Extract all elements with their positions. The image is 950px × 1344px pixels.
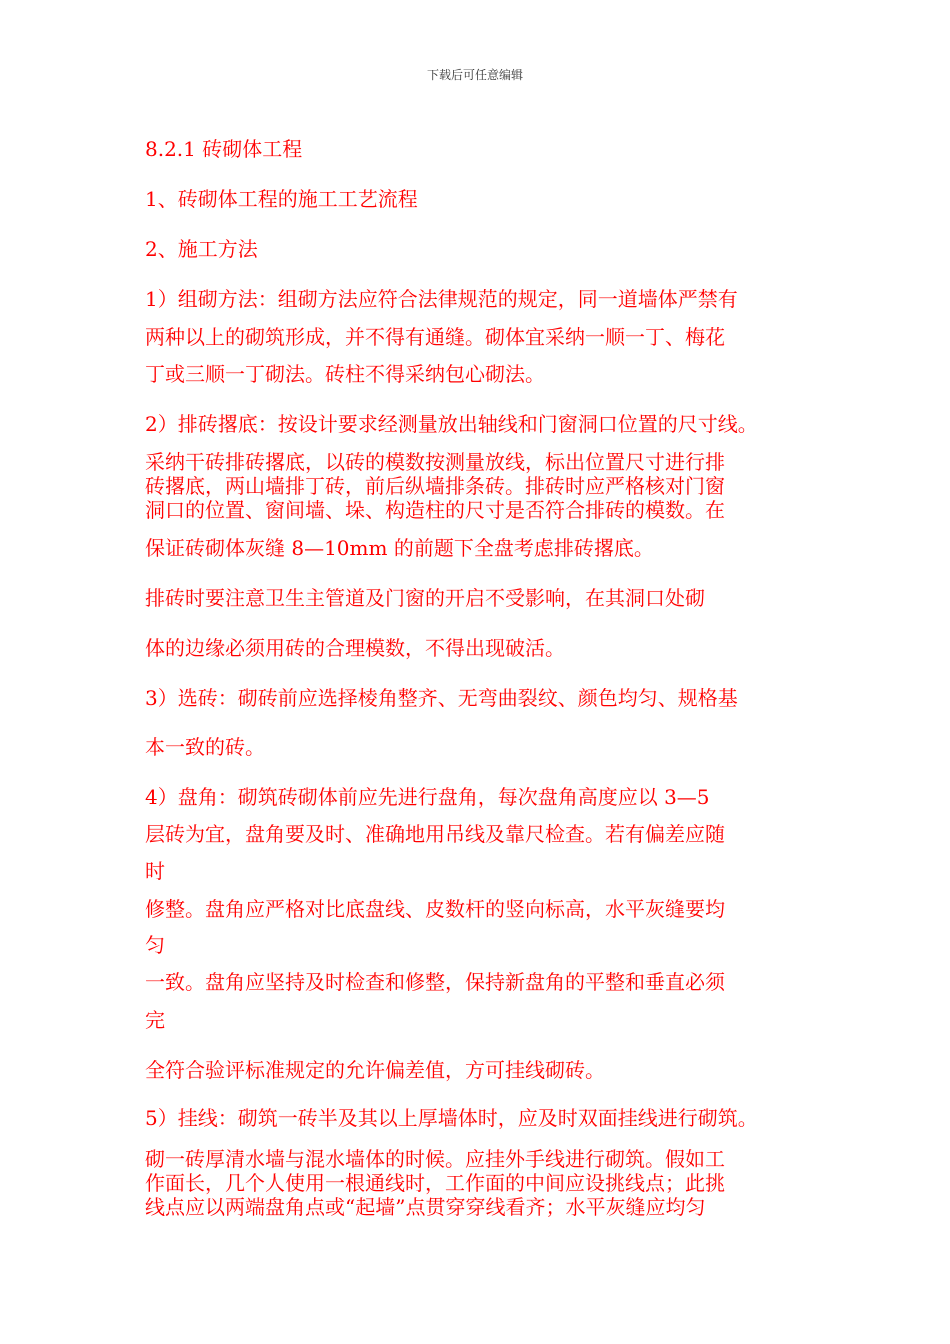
text-line: 本一致的砖。 [145, 735, 265, 759]
section-heading: 8.2.1 砖砌体工程 [145, 137, 303, 161]
text-line: 4）盘角：砌筑砖砌体前应先进行盘角，每次盘角高度应以 3—5 [145, 785, 710, 809]
text-line: 全符合验评标准规定的允许偏差值，方可挂线砌砖。 [145, 1058, 605, 1082]
text-line: 两种以上的砌筑形成，并不得有通缝。砌体宜采纳一顺一丁、梅花 [145, 325, 725, 349]
text-line: 排砖时要注意卫生主管道及门窗的开启不受影响，在其洞口处砌 [145, 586, 705, 610]
page-header: 下载后可任意编辑 [426, 68, 523, 82]
text-line: 砌一砖厚清水墙与混水墙体的时候。应挂外手线进行砌筑。假如工 [145, 1147, 725, 1171]
text-line: 3）选砖：砌砖前应选择棱角整齐、无弯曲裂纹、颜色均匀、规格基 [145, 686, 738, 710]
text-line: 一致。盘角应坚持及时检查和修整，保持新盘角的平整和垂直必须 [145, 970, 725, 994]
text-line: 作面长，几个人使用一根通线时，工作面的中间应设挑线点；此挑 [145, 1171, 725, 1195]
text-line: 丁或三顺一丁砌法。砖柱不得采纳包心砌法。 [145, 362, 545, 386]
text-line: 2）排砖撂底：按设计要求经测量放出轴线和门窗洞口位置的尺寸线。 [145, 412, 758, 436]
text-line: 体的边缘必须用砖的合理模数，不得出现破活。 [145, 636, 565, 660]
text-line: 修整。盘角应严格对比底盘线、皮数杆的竖向标高，水平灰缝要均 [145, 897, 725, 921]
text-line: 洞口的位置、窗间墙、垛、构造柱的尺寸是否符合排砖的模数。在 [145, 498, 725, 522]
text-line: 5）挂线：砌筑一砖半及其以上厚墙体时，应及时双面挂线进行砌筑。 [145, 1106, 758, 1130]
text-line: 2、施工方法 [145, 237, 258, 261]
text-line: 保证砖砌体灰缝 8—10mm 的前题下全盘考虑排砖撂底。 [145, 536, 654, 560]
text-line: 层砖为宜，盘角要及时、准确地用吊线及靠尺检查。若有偏差应随 [145, 822, 725, 846]
text-line: 完 [145, 1008, 165, 1032]
text-line: 砖撂底，两山墙排丁砖，前后纵墙排条砖。排砖时应严格核对门窗 [145, 474, 725, 498]
text-line: 匀 [145, 933, 165, 957]
text-line: 1、砖砌体工程的施工工艺流程 [145, 187, 418, 211]
text-line: 时 [145, 859, 165, 883]
text-line: 线点应以两端盘角点或“起墙”点贯穿穿线看齐；水平灰缝应均匀 [145, 1195, 706, 1219]
text-line: 采纳干砖排砖撂底，以砖的模数按测量放线，标出位置尺寸进行排 [145, 450, 725, 474]
text-line: 1）组砌方法：组砌方法应符合法律规范的规定，同一道墙体严禁有 [145, 287, 738, 311]
